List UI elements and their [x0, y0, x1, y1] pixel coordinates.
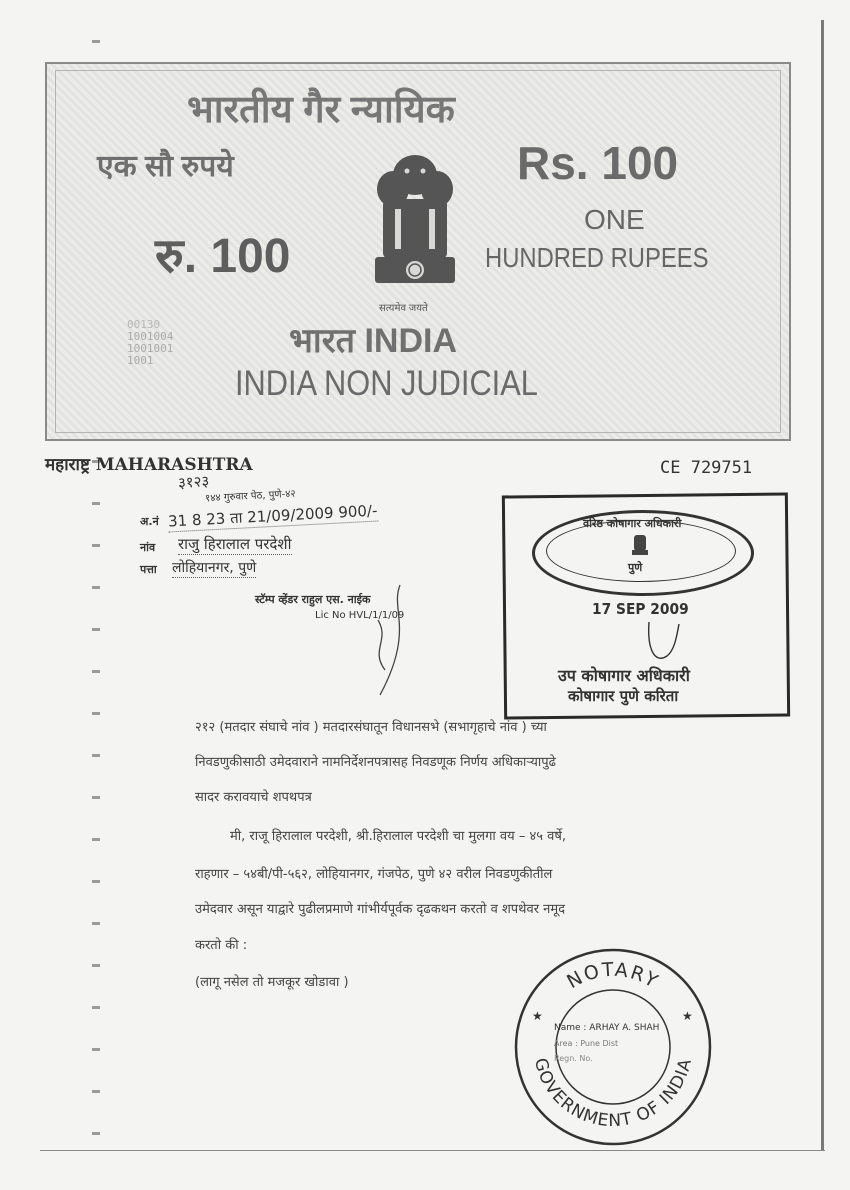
margin-tick	[92, 964, 100, 967]
receipt-label: अ.नं	[140, 515, 159, 528]
affidavit-para-4: करतो की :	[195, 938, 248, 953]
treasury-date: 17 SEP 2009	[592, 600, 689, 618]
margin-tick	[92, 40, 100, 43]
stamp-amount-ru: रु. 100	[155, 230, 291, 283]
address-label: पत्ता	[140, 563, 157, 576]
vendor-stamp-line-2: Lic No HVL/1/1/09	[315, 610, 405, 621]
margin-tick	[92, 754, 100, 757]
name-value-text: राजु हिरालाल परदेशी	[178, 535, 292, 553]
stamp-paper-header	[45, 62, 791, 441]
stamp-amount-hindi: एक सौ रुपये	[97, 150, 234, 183]
stamp-amount-rs: Rs. 100	[517, 137, 679, 189]
margin-tick	[92, 586, 100, 589]
affidavit-para-2: राहणार – ५४बी/पी-५६२, लोहियानगर, गंजपेठ, पुणे ४२ वरील निवडणुकीतील	[195, 867, 553, 882]
stamp-amount-words-2: HUNDRED RUPEES	[485, 242, 709, 273]
vendor-serial: ३१२३	[177, 471, 210, 493]
treasury-signature-icon	[645, 620, 685, 665]
treasury-oval-bottom: पुणे	[628, 561, 643, 574]
notary-top-text: NOTARY	[563, 958, 663, 994]
vendor-stamp-line-1: स्टॅम्प व्हेंडर राहुल एस. नाईक	[255, 593, 371, 606]
name-label: नांव	[140, 541, 156, 554]
margin-tick	[92, 1132, 100, 1135]
affidavit-note: (लागू नसेल तो मजकूर खोडावा )	[195, 975, 349, 990]
margin-tick	[92, 1090, 100, 1093]
national-emblem-icon	[369, 149, 461, 301]
margin-tick	[92, 628, 100, 631]
affidavit-line-3: सादर करावयाचे शपथपत्र	[195, 790, 312, 805]
name-value	[178, 534, 292, 555]
affidavit-para-3: उमेदवार असून याद्वारे पुढीलप्रमाणे गांभीर्यपूर्वक दृढकथन करतो व शपथेवर नमूद	[195, 902, 566, 917]
treasury-officer-2: कोषागार पुणे करिता	[568, 687, 679, 705]
emblem-motto: सत्यमेव जयते	[379, 303, 428, 314]
state-label: महाराष्ट्र MAHARASHTRA	[45, 455, 253, 475]
treasury-officer-1: उप कोषागार अधिकारी	[558, 666, 690, 685]
treasury-emblem-icon	[630, 533, 650, 557]
margin-tick	[92, 1048, 100, 1051]
address-value-text: लोहियानगर, पुणे	[172, 560, 257, 576]
vendor-address-line: १४४ गुरुवार पेठ, पुणे-४२	[204, 488, 296, 505]
right-edge-line	[821, 20, 824, 1150]
margin-tick	[92, 838, 100, 841]
margin-tick	[92, 544, 100, 547]
affidavit-line-1: २१२ (मतदार संघाचे नांव ) मतदारसंघातून विधानसभे (सभागृहाचे नांव ) च्या	[195, 720, 547, 735]
notary-seal	[512, 948, 714, 1146]
notary-area: Area : Pune Dist	[554, 1039, 619, 1048]
margin-tick	[92, 502, 100, 505]
margin-tick	[92, 796, 100, 799]
margin-tick	[92, 880, 100, 883]
receipt-value-text: 31 8 23 ता 21/09/2009 900/-	[167, 501, 378, 531]
notary-bottom-text: GOVERNMENT OF INDIA	[529, 1056, 697, 1132]
stamp-header-hindi: भारतीय गैर न्यायिक	[187, 89, 455, 131]
affidavit-line-2: निवडणुकीसाठी उमेदवाराने नामनिर्देशनपत्रासह निवडणूक निर्णय अधिकाऱ्यापुढे	[195, 755, 557, 770]
margin-tick	[92, 922, 100, 925]
address-value	[172, 558, 256, 578]
receipt-value	[168, 501, 378, 533]
stamp-amount-words-1: ONE	[584, 204, 645, 235]
margin-tick	[92, 670, 100, 673]
affidavit-para-1: मी, राजू हिरालाल परदेशी, श्री.हिरालाल परदेशी चा मुलगा वय – ४५ वर्षे,	[230, 829, 566, 844]
stamp-country: भारत INDIA	[289, 322, 457, 360]
stamp-category: INDIA NON JUDICIAL	[235, 364, 538, 403]
notary-name: Name : ARHAY A. SHAH	[554, 1023, 660, 1033]
margin-tick	[92, 1006, 100, 1009]
stamp-number: CE 729751	[660, 458, 753, 478]
treasury-oval-top: वरिष्ठ कोषागार अधिकारी	[583, 517, 682, 530]
margin-tick	[92, 712, 100, 715]
notary-star-left-icon: ★	[532, 1009, 543, 1023]
vendor-signature-icon	[360, 580, 420, 700]
notary-star-right-icon: ★	[682, 1009, 693, 1023]
notary-regn: Regn. No.	[554, 1054, 593, 1063]
stamp-microprint: 00130 1001004 1001001 1001	[127, 318, 174, 367]
bottom-edge-line	[40, 1150, 825, 1151]
